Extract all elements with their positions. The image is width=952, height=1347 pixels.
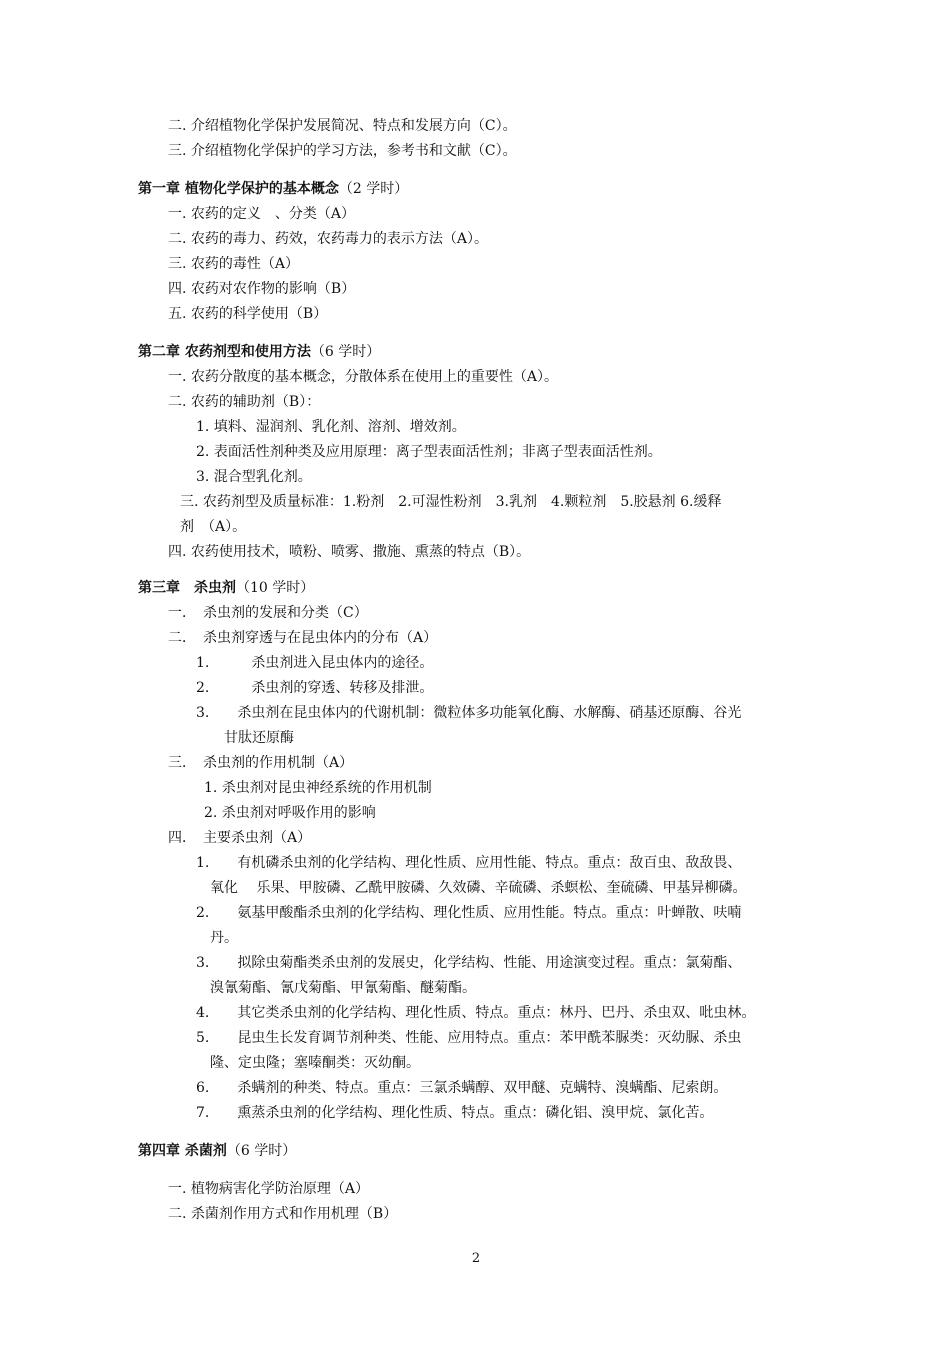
intro-item: 三. 介绍植物化学保护的学习方法，参考书和文献（C）。 (168, 143, 517, 159)
ch2-item: 三. 农药剂型及质量标准：1.粉剂 2.可湿性粉剂 3.乳剂 4.颗粒剂 5.胶悬剂 6.缓释 (180, 494, 722, 510)
chapter-2-title: 第二章 农药剂型和使用方法 (138, 344, 311, 360)
ch3-subitem-continued: 溴氰菊酯、氰戊菊酯、甲氰菊酯、醚菊酯。 (210, 980, 476, 996)
ch4-item: 一. 植物病害化学防治原理（A） (168, 1181, 370, 1197)
ch3-subitem: 3. 杀虫剂在昆虫体内的代谢机制：微粒体多功能氧化酶、水解酶、硝基还原酶、谷光 (196, 705, 742, 721)
chapter-1-title: 第一章 植物化学保护的基本概念 (138, 181, 339, 197)
ch3-subitem: 2. 杀虫剂的穿透、转移及排泄。 (196, 680, 434, 696)
ch3-item: 二． 杀虫剂穿透与在昆虫体内的分布（A） (168, 630, 438, 646)
ch3-subitem: 1. 杀虫剂对昆虫神经系统的作用机制 (204, 780, 432, 796)
ch1-item: 二. 农药的毒力、药效，农药毒力的表示方法（A）。 (168, 231, 489, 247)
ch3-subitem-continued: 氧化 乐果、甲胺磷、乙酰甲胺磷、久效磷、辛硫磷、杀螟松、奎硫磷、甲基异柳磷。 (210, 880, 747, 896)
chapter-3-heading (138, 578, 314, 598)
ch3-subitem-continued: 甘肽还原酶 (224, 730, 294, 746)
ch2-item: 四. 农药使用技术，喷粉、喷雾、撒施、熏蒸的特点（B）。 (168, 544, 531, 560)
ch3-subitem: 6. 杀螨剂的种类、特点。重点：三氯杀螨醇、双甲醚、克螨特、溴螨酯、尼索朗。 (196, 1080, 728, 1096)
ch3-subitem: 3. 拟除虫菊酯类杀虫剂的发展史，化学结构、性能、用途演变过程。重点：氯菊酯、 (196, 955, 742, 971)
chapter-3-hours: （10 学时） (236, 580, 315, 596)
chapter-2-hours: （6 学时） (310, 344, 381, 360)
chapter-4-heading (138, 1141, 296, 1161)
ch1-item: 三. 农药的毒性（A） (168, 256, 300, 272)
ch1-item: 四. 农药对农作物的影响（B） (168, 281, 356, 297)
chapter-1-heading (138, 179, 408, 199)
chapter-4-hours: （6 学时） (226, 1143, 297, 1159)
ch2-item-continued: 剂 （A）。 (180, 519, 247, 535)
ch3-subitem: 2. 氨基甲酸酯杀虫剂的化学结构、理化性质、应用性能。特点。重点：叶蝉散、呋喃 (196, 905, 742, 921)
chapter-4-title: 第四章 杀菌剂 (138, 1143, 227, 1159)
ch2-item: 二. 农药的辅助剂（B）： (168, 394, 321, 410)
ch3-subitem-continued: 丹。 (210, 930, 238, 946)
ch3-subitem: 1. 杀虫剂进入昆虫体内的途径。 (196, 655, 434, 671)
ch3-subitem: 1. 有机磷杀虫剂的化学结构、理化性质、应用性能、特点。重点：敌百虫、敌敌畏、 (196, 855, 742, 871)
ch4-item: 二. 杀菌剂作用方式和作用机理（B） (168, 1206, 398, 1222)
ch2-subitem: 2. 表面活性剂种类及应用原理：离子型表面活性剂；非离子型表面活性剂。 (196, 444, 662, 460)
ch1-item: 一. 农药的定义 、分类（A） (168, 206, 356, 222)
chapter-3-title: 第三章 杀虫剂 (138, 580, 236, 596)
intro-item: 二. 介绍植物化学保护发展简况、特点和发展方向（C）。 (168, 118, 517, 134)
ch3-subitem: 4. 其它类杀虫剂的化学结构、理化性质、特点。重点：林丹、巴丹、杀虫双、吡虫林。 (196, 1005, 756, 1021)
ch3-subitem: 5. 昆虫生长发育调节剂种类、性能、应用特点。重点：苯甲酰苯脲类：灭幼脲、杀虫 (196, 1030, 742, 1046)
ch3-item: 一． 杀虫剂的发展和分类（C） (168, 605, 368, 621)
chapter-1-hours: （2 学时） (338, 181, 409, 197)
ch1-item: 五. 农药的科学使用（B） (168, 306, 328, 322)
page-number: 2 (471, 1251, 481, 1266)
chapter-2-heading (138, 342, 380, 362)
ch3-subitem: 7. 熏蒸杀虫剂的化学结构、理化性质、特点。重点：磷化铝、溴甲烷、氯化苦。 (196, 1105, 714, 1121)
ch3-subitem: 2. 杀虫剂对呼吸作用的影响 (204, 805, 376, 821)
ch3-item: 四． 主要杀虫剂（A） (168, 830, 312, 846)
ch3-subitem-continued: 隆、定虫隆；塞嗪酮类：灭幼酮。 (210, 1055, 420, 1071)
ch2-subitem: 3. 混合型乳化剂。 (196, 469, 312, 485)
ch3-item: 三． 杀虫剂的作用机制（A） (168, 755, 354, 771)
ch2-subitem: 1. 填料、湿润剂、乳化剂、溶剂、增效剂。 (196, 419, 466, 435)
ch2-item: 一. 农药分散度的基本概念，分散体系在使用上的重要性（A）。 (168, 369, 559, 385)
